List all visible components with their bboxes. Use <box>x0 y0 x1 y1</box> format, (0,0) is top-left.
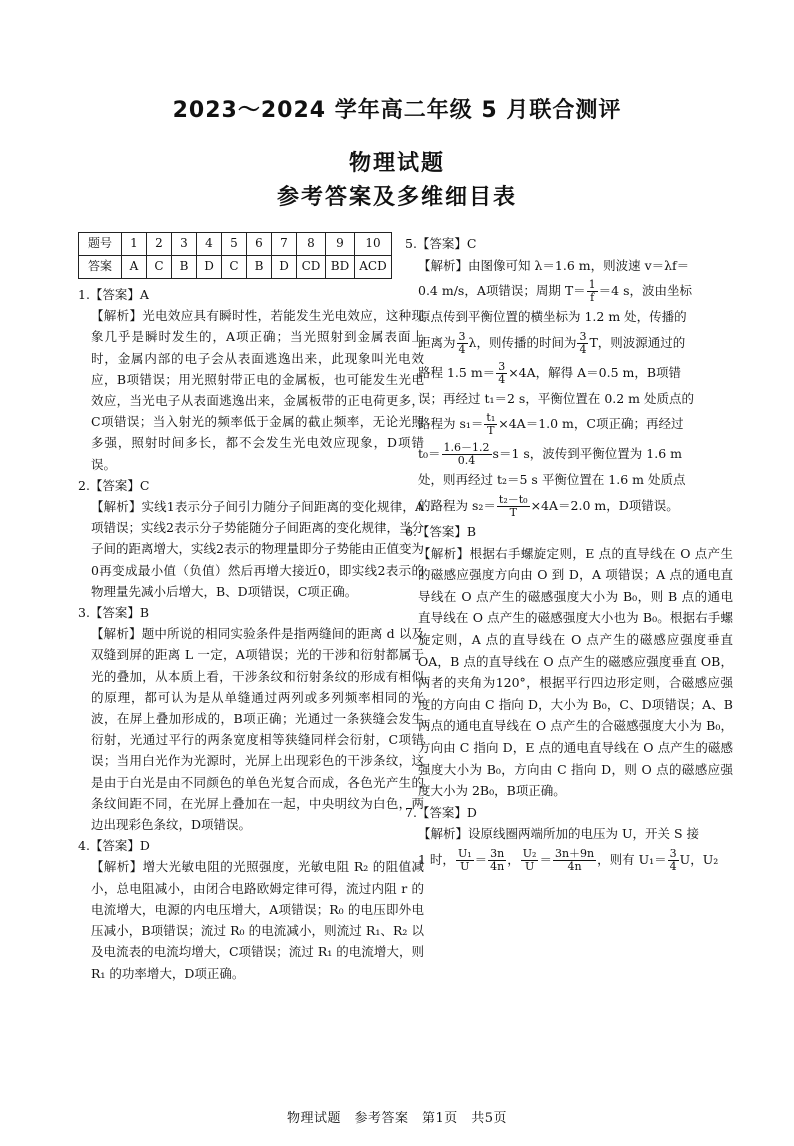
numerator: t₂－t₀ <box>498 492 528 506</box>
denominator: T <box>509 505 517 519</box>
table-cell: 2 <box>147 233 172 256</box>
denominator: 4 <box>669 859 677 873</box>
table-cell: 5 <box>222 233 247 256</box>
fraction <box>553 848 596 873</box>
numerator: 1 <box>588 278 596 292</box>
denominator: f <box>590 291 595 305</box>
q5-text: λ，则传播的时间为 <box>468 334 577 350</box>
numerator: 3 <box>458 329 466 343</box>
numerator: 3 <box>498 359 506 373</box>
fraction <box>488 848 506 873</box>
q3-answer: 3.【答案】B <box>78 605 150 621</box>
numerator: 3n＋9n <box>554 846 595 860</box>
q5-line: 【解析】由图像可知 λ＝1.6 m，则波速 v＝λf＝ <box>418 257 690 273</box>
q5-explanation <box>405 255 733 521</box>
q5-text: 距离为 <box>418 334 456 350</box>
exam-title: 2023～2024 学年高二年级 5 月联合测评 <box>172 98 622 123</box>
q7-line: 1 时， $\frac{\text{U₁}}{U}$ ＝ $\frac{3n}{4n}$ ， $\frac{\text{U₂}}{U}$ ＝ $\frac{3n+9n}{4n}$ ，则有 U₁＝ $\frac{3}{4}$ U，U₂ <box>418 846 719 873</box>
q5-answer: 5.【答案】C <box>405 236 477 251</box>
table-cell: BD <box>326 256 355 279</box>
table-cell: 4 <box>197 233 222 256</box>
q5-line <box>418 358 733 388</box>
page-footer: 物理试题 参考答案 第1页 共5页 <box>286 1111 508 1126</box>
subject-title: 物理试题 <box>348 151 445 176</box>
fraction <box>668 848 679 873</box>
fraction <box>577 331 588 356</box>
q6-answer: 6.【答案】B <box>405 523 477 539</box>
denominator: 4 <box>579 342 587 356</box>
table-cell: 6 <box>247 233 272 256</box>
q5-text: ×4A＝1.0 m，C项正确；再经过 <box>498 416 684 432</box>
q7-text: 1 时， <box>418 851 455 867</box>
denominator: T <box>487 424 495 438</box>
q5-line <box>418 328 733 358</box>
q2-answer: 2.【答案】C <box>78 477 150 493</box>
numerator: U₁ <box>457 846 472 860</box>
q5-text: ×4A，解得 A＝0.5 m，B项错 <box>508 364 682 380</box>
q4-explanation: 【解析】增大光敏电阻的光照强度，光敏电阻 R₂ 的阻值减小，总电阻减小，由闭合电路欧姆定律可得，流过内阻 r 的电流增大，电源的内电压增大，A项错误；R₀ 的电压即外电压减小，B项错误；流过 R₀ 的电流减小，则流过 R₁、R₂ 以及电流表的电流均增大，C项错误；流过 R₁ 的电流增大，则 R₁ 的功率增大，D项正确。 <box>91 859 424 981</box>
numerator: t₁ <box>486 411 496 425</box>
q5-text: 路程 1.5 m＝ <box>418 364 496 380</box>
q5-text: ×4A＝2.0 m，D项错误。 <box>530 497 679 513</box>
answer-table <box>78 232 392 279</box>
table-cell: 3 <box>172 233 197 256</box>
table-cell: B <box>247 256 272 279</box>
q4-answer: 4.【答案】D <box>78 838 150 854</box>
denominator: 4n <box>490 859 505 873</box>
q5-text: 的路程为 s₂＝ <box>418 497 496 513</box>
q5-text: 路程为 s₁＝ <box>418 416 484 432</box>
fraction <box>442 442 492 467</box>
q5-text: T，则波源通过的 <box>589 334 686 350</box>
table-cell: C <box>222 256 247 279</box>
q5-text: s＝1 s，波传到平衡位置为 1.6 m <box>492 446 682 462</box>
q5-text: ＝4 s，波由坐标 <box>598 283 693 299</box>
q3-explanation: 【解析】题中所说的相同实验条件是指两缝间的距离 d 以及双缝到屏的距离 L 一定，A项错误；光的干涉和衍射都属于光的叠加，从本质上看，干涉条纹和衍射条纹的形成有相似的原理，都可认为是从单缝通过两列或多列频率相同的光波，在屏上叠加形成的，B项正确；光通过一条狭缝会发生衍射，光通过平行的两条宽度相等狭缝同样会衍射，C项错误；当用白光作为光源时，光屏上出现彩色的干涉条纹，这是由于白光是由不同颜色的单色光复合而成，各色光产生的条纹间距不同，在光屏上叠加在一起，中央明纹为白色，两边出现彩色条纹，D项错误。 <box>91 626 424 833</box>
fraction <box>497 494 530 519</box>
table-cell: 7 <box>272 233 297 256</box>
q5-line <box>418 276 733 306</box>
q5-line <box>418 491 733 521</box>
q5-text: t₀＝ <box>418 446 441 462</box>
q5-line <box>418 409 733 439</box>
q7-answer: 7.【答案】D <box>405 804 477 820</box>
fraction <box>456 848 474 873</box>
table-cell: 10 <box>355 233 392 256</box>
q5-line: 误；再经过 t₁＝2 s，平衡位置在 0.2 m 处质点的 <box>418 390 695 406</box>
numerator: 3 <box>579 329 587 343</box>
table-cell: ACD <box>355 256 392 279</box>
table-cell: 9 <box>326 233 355 256</box>
numerator: 3 <box>669 846 677 860</box>
table-cell: CD <box>297 256 326 279</box>
q7-line: 【解析】设原线圈两端所加的电压为 U，开关 S 接 <box>418 826 700 842</box>
table-cell: D <box>197 256 222 279</box>
q5-text: 0.4 m/s，A项错误；周期 T＝ <box>418 283 586 299</box>
fraction <box>587 279 598 304</box>
table-row-label: 题号 <box>79 233 122 256</box>
fraction <box>521 848 539 873</box>
denominator: 4n <box>567 859 582 873</box>
q2-explanation: 【解析】实线1表示分子间引力随分子间距离的变化规律，A项错误；实线2表示分子势能随分子间距离的变化规律，当分子间的距离增大，实线2表示的物理量即分子势能由正值变为0再变成最小值（负值）然后再增大接近0，即实线2表示的物理量先减小后增大，B、D项错误，C项正确。 <box>91 499 424 599</box>
left-column <box>78 232 424 984</box>
answer-table-number-row <box>79 233 392 256</box>
denominator: 0.4 <box>457 454 476 468</box>
right-column <box>405 233 733 875</box>
q7-text: U，U₂ <box>679 851 719 867</box>
q7-text: ，则有 U₁＝ <box>597 851 667 867</box>
q5-line <box>418 439 733 469</box>
table-cell: 1 <box>122 233 147 256</box>
q1-explanation: 【解析】光电效应具有瞬时性，若能发生光电效应，这种现象几乎是瞬时发生的，A项正确；当光照射到金属表面上时，金属内部的电子会从表面逃逸出来，此现象叫光电效应，B项错误；用光照射带正电的金属板，也可能发生光电效应，当光电子从表面逃逸出来，金属板带的正电荷更多，C项错误；当入射光的频率低于金属的截止频率，无论光照多强，照射时间多长，都不会发生光电效应现象，D项错误。 <box>91 308 424 472</box>
q5-line: 原点传到平衡位置的横坐标为 1.2 m 处，传播的 <box>418 309 687 325</box>
fraction <box>484 412 497 437</box>
fraction <box>496 361 507 386</box>
answer-table-answer-row <box>79 256 392 279</box>
numerator: 1.6－1.2 <box>443 441 490 455</box>
subtitle: 参考答案及多维细目表 <box>276 185 517 210</box>
numerator: U₂ <box>522 846 537 860</box>
denominator: 4 <box>458 342 466 356</box>
table-cell: B <box>172 256 197 279</box>
q5-line: 处，则再经过 t₂＝5 s 平衡位置在 1.6 m 处质点 <box>418 472 686 488</box>
numerator: 3n <box>490 846 505 860</box>
q6-explanation: 【解析】根据右手螺旋定则，E 点的直导线在 O 点产生的磁感应强度方向由 O 到 D，A 项错误；A 点的通电直导线在 O 点产生的磁感强度大小为 B₀，则 B 点的通电直导线在 O 点产生的磁感强度大小也为 B₀。根据右手螺旋定则，A 点的直导线在 O 点产生的磁感应强度垂直 OA，B 点的直导线在 O 点产生的磁感应强度垂直 OB，两者的夹角为120°，根据平行四边形定则，合磁感应强度的方向由 C 指向 D，大小为 B₀，C、D项错误；A、B 两点的通电直导线在 O 点产生的合磁感强度大小为 B₀，方向由 C 指向 D，E 点的通电直导线在 O 点产生的磁感强度大小为 B₀，方向由 C 指向 D，则 O 点的磁感应强度大小为 2B₀，B项正确。 <box>418 545 733 799</box>
table-cell: 8 <box>297 233 326 256</box>
denominator: U <box>524 859 535 873</box>
q7-explanation <box>405 823 733 875</box>
table-cell: A <box>122 256 147 279</box>
fraction <box>457 331 468 356</box>
table-row-label: 答案 <box>79 256 122 279</box>
denominator: U <box>460 859 470 873</box>
table-cell: D <box>272 256 297 279</box>
q1-answer: 1.【答案】A <box>78 287 149 302</box>
table-cell: C <box>147 256 172 279</box>
denominator: 4 <box>498 372 506 386</box>
